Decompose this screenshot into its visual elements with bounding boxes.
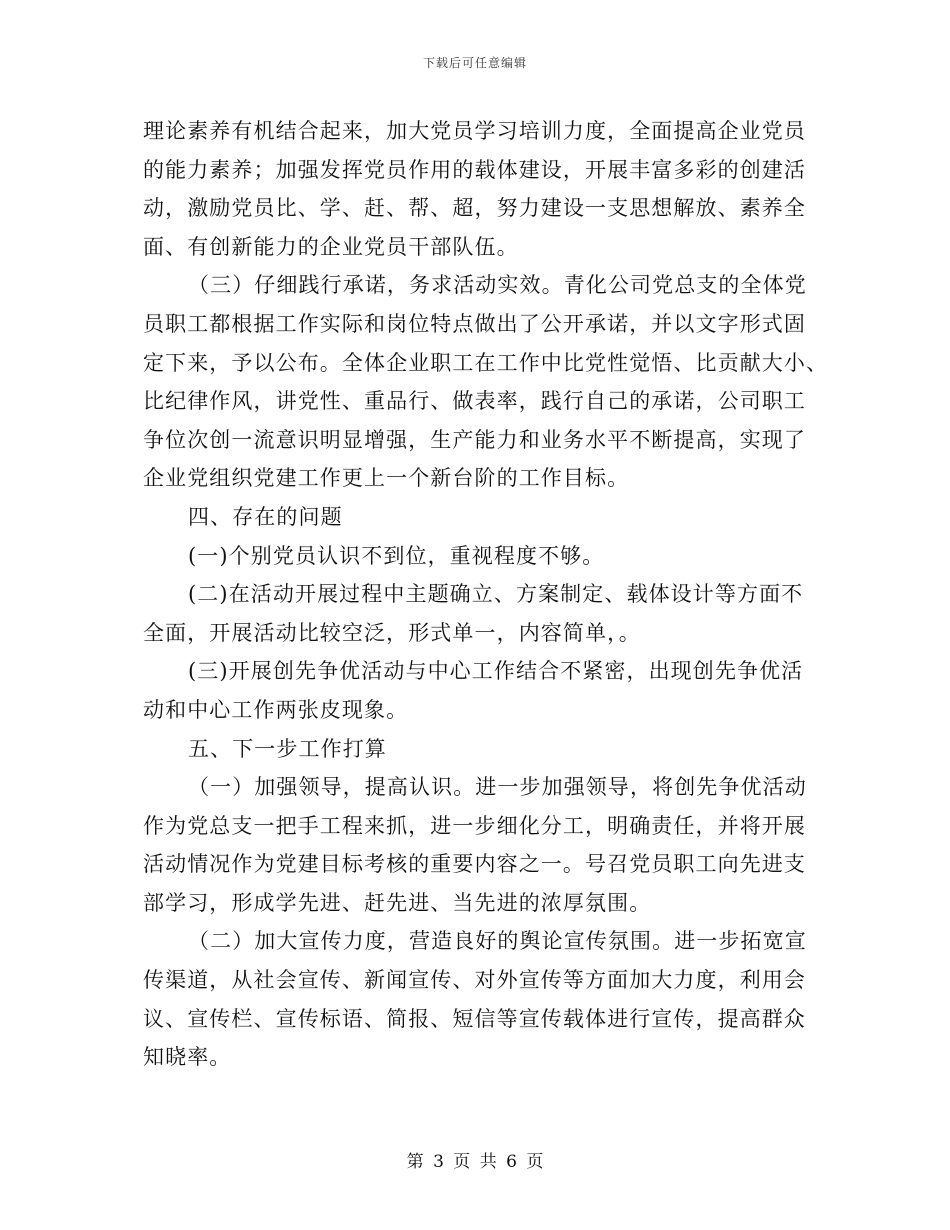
page-number: 第 3 页 共 6 页	[406, 1152, 544, 1172]
text-line: 动，激励党员比、学、赶、帮、超，努力建设一支思想解放、素养全	[143, 196, 806, 221]
text-line: 比纪律作风，讲党性、重品行、做表率，践行自己的承诺，公司职工	[143, 389, 806, 414]
text-line: 企业党组织党建工作更上一个新台阶的工作目标。	[143, 466, 630, 491]
text-line: 动和中心工作两张皮现象。	[143, 697, 409, 722]
paragraph-start-line: (一)个别党员认识不到位，重视程度不够。	[188, 543, 605, 568]
text-line: 作为党总支一把手工程来抓，进一步细化分工，明确责任，并将开展	[143, 813, 806, 838]
section-heading: 四、存在的问题	[188, 504, 343, 529]
text-line: 面、有创新能力的企业党员干部队伍。	[143, 234, 519, 259]
text-line: 传渠道，从社会宣传、新闻宣传、对外宣传等方面加大力度，利用会	[143, 968, 806, 993]
text-line: 理论素养有机结合起来，加大党员学习培训力度，全面提高企业党员	[143, 119, 806, 143]
header-note: 下载后可任意编辑	[422, 56, 527, 70]
paragraph-start-line: （二）加大宣传力度，营造良好的舆论宣传氛围。进一步拓宽宣	[188, 929, 807, 954]
paragraph-start-line: (三)开展创先争优活动与中心工作结合不紧密，出现创先争优活	[188, 659, 804, 684]
text-line: 全面，开展活动比较空泛，形式单一，内容简单，。	[143, 620, 641, 645]
text-line: 的能力素养；加强发挥党员作用的载体建设，开展丰富多彩的创建活	[143, 157, 806, 182]
paragraph-start-line: (二)在活动开展过程中主题确立、方案制定、载体设计等方面不	[188, 582, 804, 607]
text-line: 定下来，予以公布。全体企业职工在工作中比党性觉悟、比贡献大小、	[143, 350, 829, 375]
text-line: 员职工都根据工作实际和岗位特点做出了公开承诺，并以文字形式固	[143, 311, 806, 336]
text-line: 议、宣传栏、宣传标语、简报、短信等宣传载体进行宣传，提高群众	[143, 1006, 806, 1031]
text-line: 活动情况作为党建目标考核的重要内容之一。号召党员职工向先进支	[143, 852, 806, 877]
paragraph-start-line: （三）仔细践行承诺，务求活动实效。青化公司党总支的全体党	[188, 273, 807, 298]
document-body	[143, 112, 829, 1077]
text-line: 知晓率。	[143, 1045, 232, 1070]
text-line: 争位次创一流意识明显增强，生产能力和业务水平不断提高，实现了	[143, 427, 806, 452]
paragraph-start-line: （一）加强领导，提高认识。进一步加强领导，将创先争优活动	[188, 775, 807, 800]
text-line: 部学习，形成学先进、赶先进、当先进的浓厚氛围。	[143, 890, 652, 915]
section-heading: 五、下一步工作打算	[188, 736, 387, 761]
